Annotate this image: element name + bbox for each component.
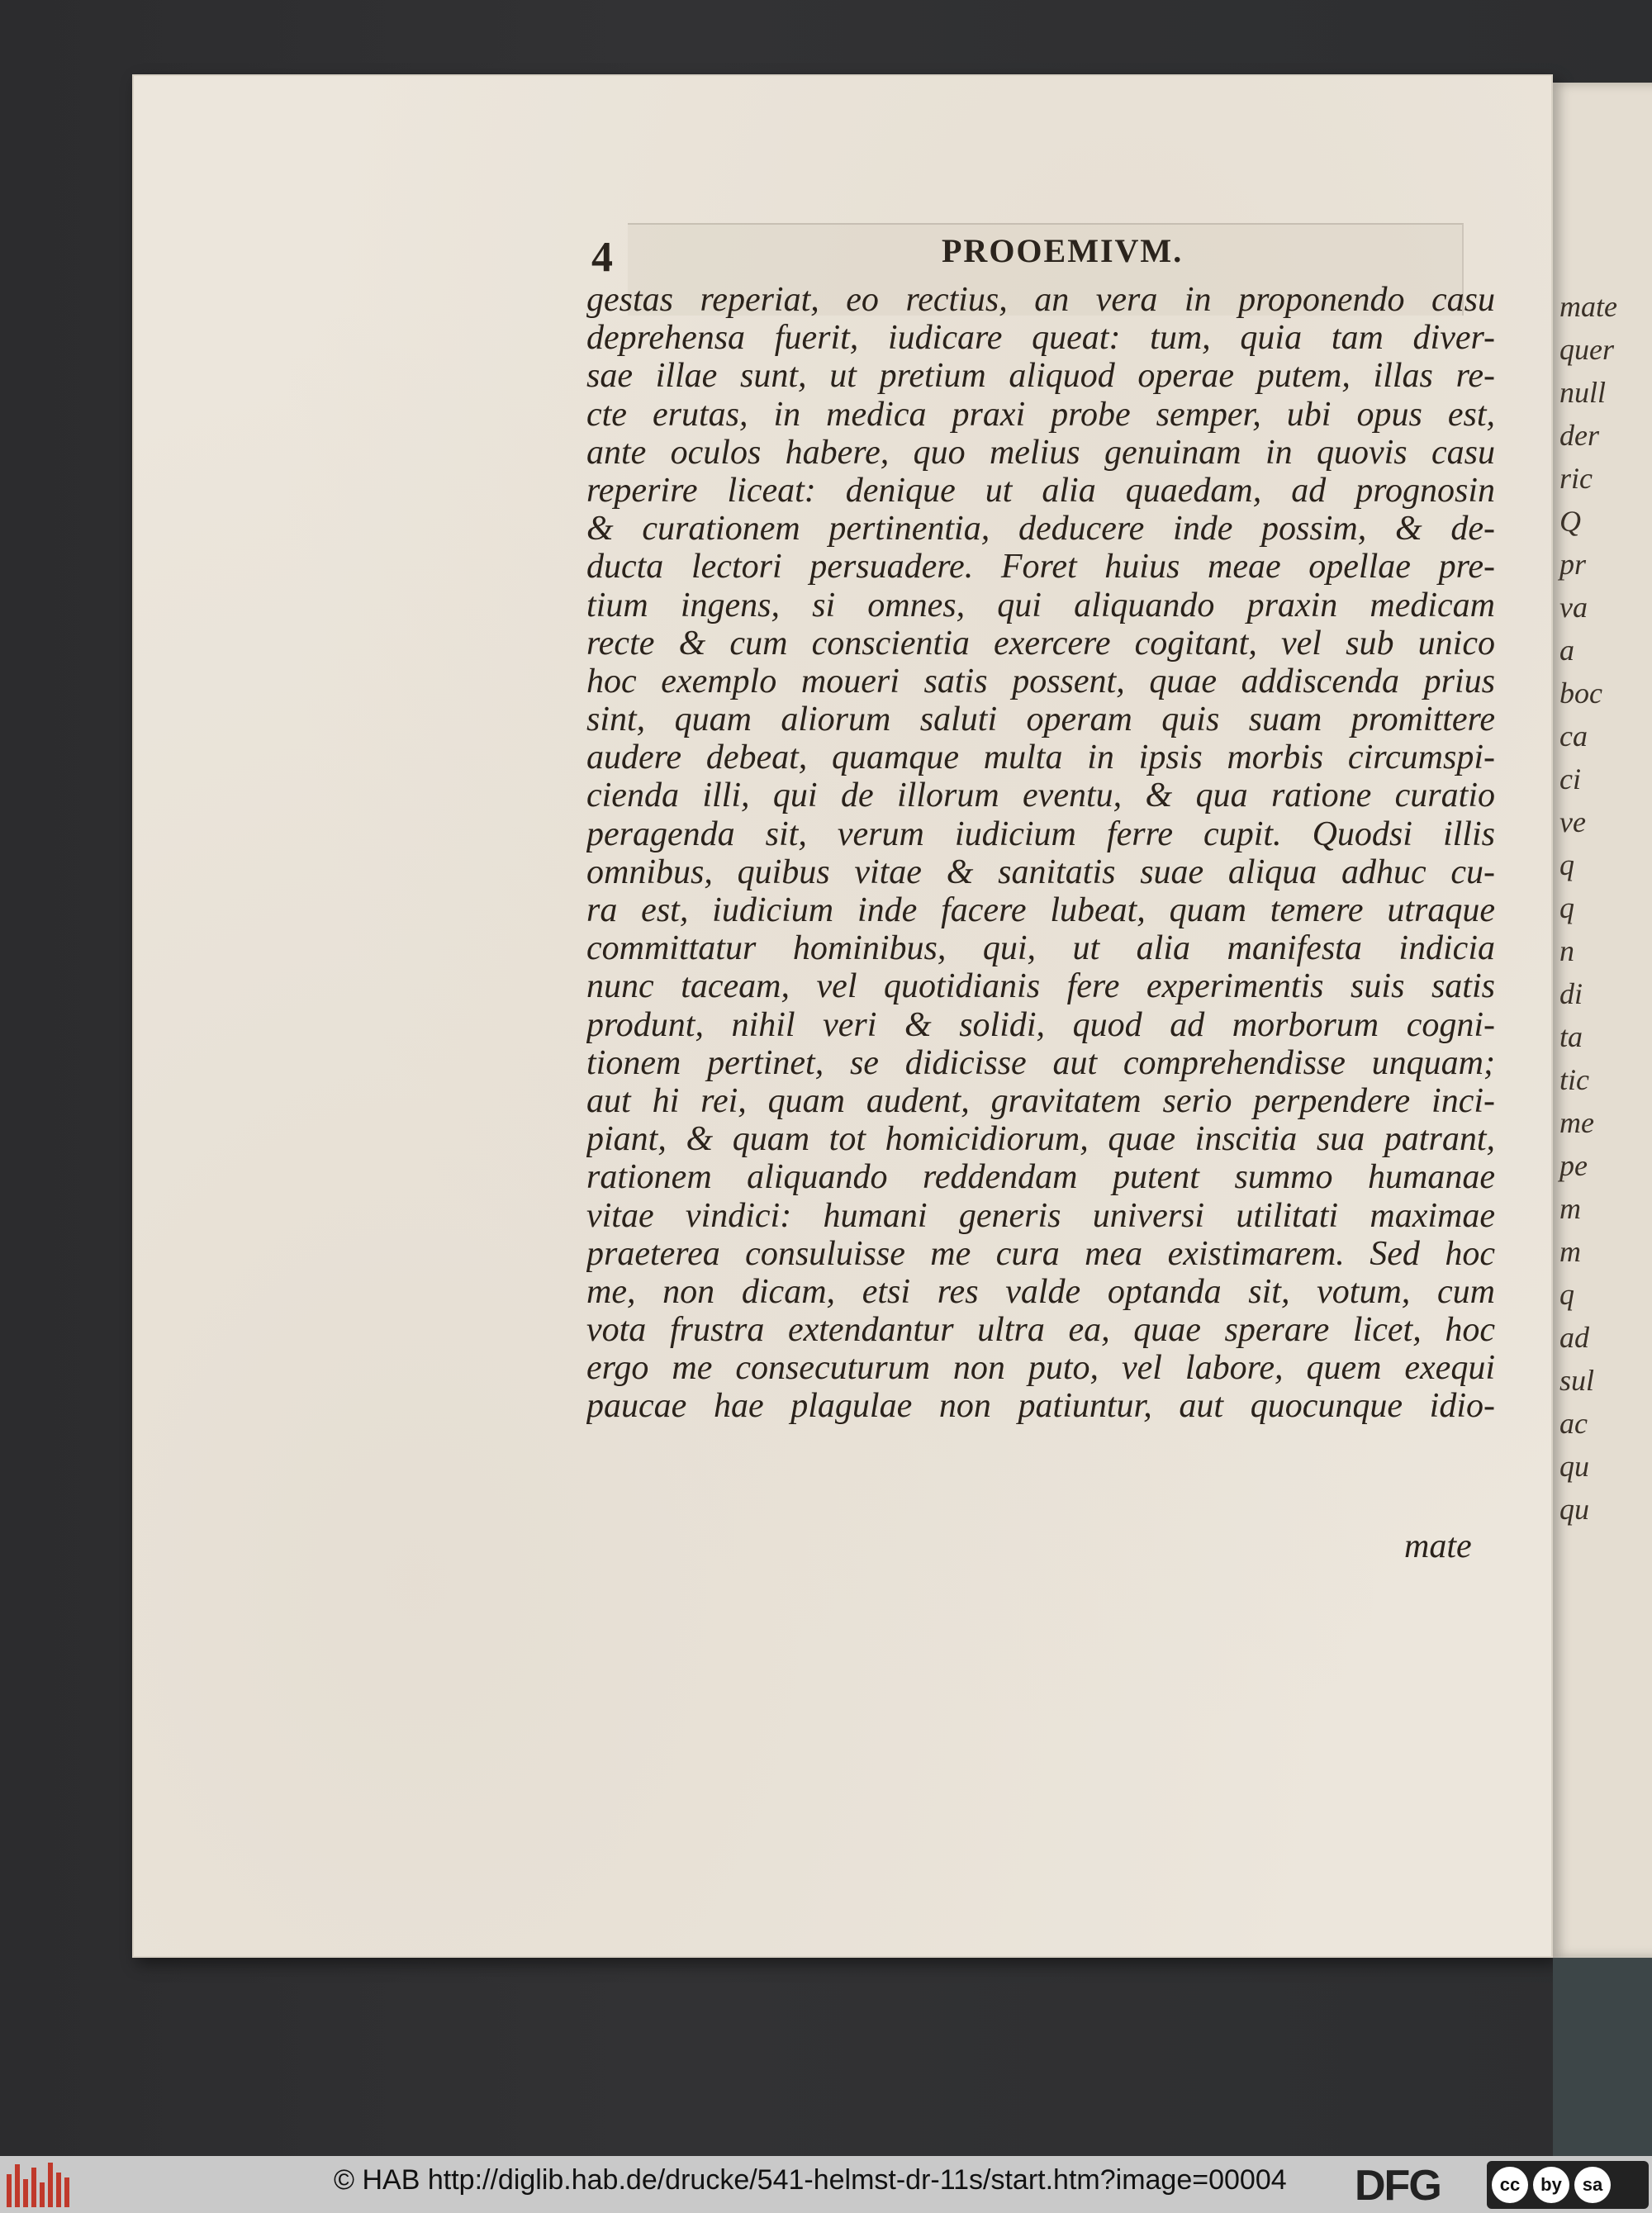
facing-page-fragment: m <box>1559 1235 1581 1268</box>
cc-license-badge[interactable] <box>1487 2161 1649 2209</box>
text-line: praeterea consuluisse me cura mea existimarem. Sed hoc <box>586 1234 1495 1273</box>
facing-page-fragment: q <box>1559 1278 1574 1311</box>
facing-page-fragment: q <box>1559 891 1574 924</box>
body-text <box>586 281 1495 1426</box>
facing-page-fragment: ve <box>1559 805 1586 838</box>
text-line: vitae vindici: humani generis universi utilitati maximae <box>586 1196 1495 1235</box>
text-line: recte & cum conscientia exercere cogitant, vel sub unico <box>586 624 1495 662</box>
text-line: audere debeat, quamque multa in ipsis morbis circumspi- <box>586 738 1495 777</box>
text-line: reperire liceat: denique ut alia quaedam, ad prognosin <box>586 471 1495 510</box>
facing-page-fragment: Q <box>1559 505 1581 538</box>
facing-page-fragment: qu <box>1559 1450 1589 1483</box>
footer-bar <box>0 2156 1652 2213</box>
text-line: piant, & quam tot homicidiorum, quae inscitia sua patrant, <box>586 1120 1495 1159</box>
text-line: ergo me consecuturum non puto, vel labore, quem exequi <box>586 1349 1495 1388</box>
text-line: tium ingens, si omnes, qui aliquando praxin medicam <box>586 586 1495 624</box>
text-line: committatur hominibus, qui, ut alia manifesta indicia <box>586 929 1495 968</box>
text-line: sint, quam aliorum saluti operam quis suam promittere <box>586 700 1495 739</box>
running-head: PROOEMIVM. <box>942 232 1184 269</box>
facing-page-fragment: di <box>1559 977 1583 1010</box>
text-line: nunc taceam, vel quotidianis fere experimentis suis satis <box>586 967 1495 1006</box>
text-line: rationem aliquando reddendam putent summo humanae <box>586 1158 1495 1197</box>
facing-page-fragment: q <box>1559 848 1574 881</box>
text-line: peragenda sit, verum iudicium ferre cupit. Quodsi illis <box>586 814 1495 853</box>
facing-page-fragment: der <box>1559 419 1599 452</box>
footer-credit-link[interactable]: © HAB http://diglib.hab.de/drucke/541-helmst-dr-11s/start.htm?image=00004 <box>334 2164 1287 2196</box>
facing-page-fragment: me <box>1559 1106 1594 1139</box>
text-line: vota frustra extendantur ultra ea, quae sperare licet, hoc <box>586 1311 1495 1350</box>
facing-page-fragment: va <box>1559 591 1588 624</box>
facing-page-fragment: ta <box>1559 1020 1583 1053</box>
facing-page-fragment: pe <box>1559 1149 1588 1182</box>
text-line: aut hi rei, quam audent, gravitatem serio perpendere inci- <box>586 1081 1495 1120</box>
text-line: & curationem pertinentia, deducere inde possim, & de- <box>586 510 1495 549</box>
facing-page-fragment: pr <box>1559 548 1587 581</box>
hab-logo-icon <box>7 2163 69 2207</box>
text-line: me, non dicam, etsi res valde optanda sit, votum, cum <box>586 1272 1495 1311</box>
by-icon: by <box>1533 2167 1569 2203</box>
facing-page-fragment: qu <box>1559 1493 1589 1526</box>
facing-page-fragment: sul <box>1559 1364 1595 1397</box>
text-line: ante oculos habere, quo melius genuinam in quovis casu <box>586 433 1495 472</box>
dfg-logo: DFG <box>1355 2162 1441 2210</box>
text-line: omnibus, quibus vitae & sanitatis suae aliqua adhuc cu- <box>586 852 1495 891</box>
facing-page-fragment: ca <box>1559 719 1588 753</box>
text-line: produnt, nihil veri & solidi, quod ad morborum cogni- <box>586 1005 1495 1044</box>
facing-page-fragment: ac <box>1559 1407 1588 1440</box>
facing-page-fragment: m <box>1559 1192 1581 1225</box>
text-line: gestas reperiat, eo rectius, an vera in proponendo casu <box>586 281 1495 319</box>
book-cover-edge <box>1553 1958 1652 2156</box>
facing-page-fragment: ric <box>1559 462 1593 495</box>
facing-page-fragment: n <box>1559 934 1574 967</box>
text-line: tionem pertinet, se didicisse aut comprehendisse unquam; <box>586 1043 1495 1082</box>
text-line: cte erutas, in medica praxi probe semper, ubi opus est, <box>586 395 1495 434</box>
facing-page-fragment: tic <box>1559 1063 1589 1096</box>
text-line: hoc exemplo moueri satis possent, quae addiscenda prius <box>586 662 1495 700</box>
text-line: sae illae sunt, ut pretium aliquod operae putem, illas re- <box>586 357 1495 396</box>
facing-page-fragment: boc <box>1559 677 1602 710</box>
text-line: ra est, iudicium inde facere lubeat, quam temere utraque <box>586 891 1495 929</box>
cc-icon: cc <box>1492 2167 1528 2203</box>
facing-page-fragment: a <box>1559 634 1574 667</box>
text-line: ducta lectori persuadere. Foret huius meae opellae pre- <box>586 548 1495 586</box>
sa-icon: sa <box>1574 2167 1611 2203</box>
facing-page-fragment: quer <box>1559 333 1614 366</box>
facing-page-fragment: ci <box>1559 762 1581 795</box>
catchword: mate <box>1404 1527 1472 1565</box>
text-line: deprehensa fuerit, iudicare queat: tum, quia tam diver- <box>586 319 1495 358</box>
facing-page-edge <box>1553 83 1652 1958</box>
text-line: cienda illi, qui de illorum eventu, & qua ratione curatio <box>586 776 1495 815</box>
facing-page-fragment: null <box>1559 376 1607 409</box>
facing-page-fragment: ad <box>1559 1321 1589 1354</box>
text-line: paucae hae plagulae non patiuntur, aut quocunque idio- <box>586 1387 1495 1426</box>
facing-page-fragment: mate <box>1559 290 1617 323</box>
page-number: 4 <box>591 234 613 281</box>
